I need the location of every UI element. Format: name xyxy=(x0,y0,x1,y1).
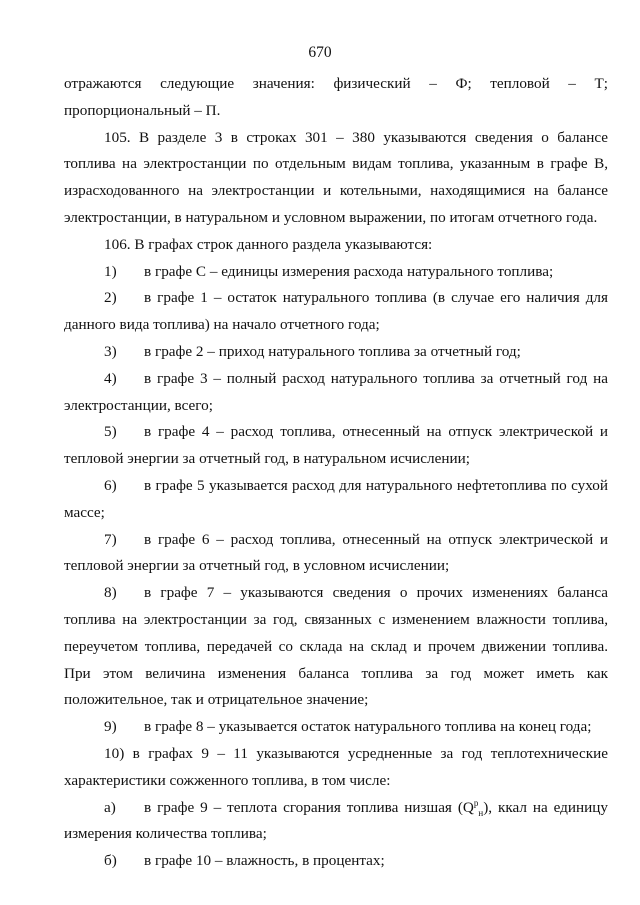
paragraph-10: 10) в графах 9 – 11 указываются усредненные за год теплотехнические характеристики сожженного топлива, в том числе: xyxy=(64,744,608,789)
superscript: р xyxy=(473,797,479,808)
sub-item-b xyxy=(64,848,608,875)
list-item xyxy=(64,473,608,527)
list-item-text: в графе 6 – расход топлива, отнесенный на отпуск электрической и тепловой энергии за отчетный год, в условном исчислении; xyxy=(64,530,608,575)
page-number: 670 xyxy=(308,44,332,61)
list-item xyxy=(64,366,608,420)
sub-item-text: в графе 10 – влажность, в процентах; xyxy=(144,852,385,870)
intro-line-1: отражаются следующие значения: физический – Ф; тепловой – Т; xyxy=(64,75,608,92)
list-item-text: в графе С – единицы измерения расхода натурального топлива; xyxy=(144,262,554,280)
sub-item-number: б) xyxy=(104,852,117,870)
list-item-number: 3) xyxy=(104,342,117,360)
list-item-text: в графе 7 – указываются сведения о прочих изменениях баланса топлива на электростанции за год, связанных с изменением влажности топлива, переучетом топлива, передачей со склада на склад и прочем движении топлива. При этом величина изменения баланса топлива за год может иметь как положительное, так и отрицательное значение; xyxy=(64,584,608,709)
document-body xyxy=(64,71,608,875)
list-item-text: в графе 3 – полный расход натурального топлива за отчетный год на электростанции, всего; xyxy=(64,369,608,414)
list-item-text: в графе 8 – указывается остаток натурального топлива на конец года; xyxy=(144,718,592,736)
list-item-text: в графе 4 – расход топлива, отнесенный на отпуск электрической и тепловой энергии за отчетный год, в натуральном исчислении; xyxy=(64,423,608,468)
sub-item-a xyxy=(64,795,608,849)
list-item xyxy=(64,339,608,366)
list-item-text: в графе 5 указывается расход для натурального нефтетоплива по сухой массе; xyxy=(64,476,608,521)
sub-item-number: а) xyxy=(104,798,116,816)
list-item-number: 8) xyxy=(104,584,117,602)
list-item-text: в графе 2 – приход натурального топлива за отчетный год; xyxy=(144,342,521,360)
list-item-number: 5) xyxy=(104,423,117,441)
paragraph-106: 106. В графах строк данного раздела указываются: xyxy=(104,235,433,253)
list-item-text: в графе 1 – остаток натурального топлива (в случае его наличия для данного вида топлива) на начало отчетного года; xyxy=(64,289,608,334)
sub-item-text-after: ), ккал на единицу измерения количества топлива; xyxy=(64,798,608,843)
list-item-number: 6) xyxy=(104,476,117,494)
list-item-number: 9) xyxy=(104,718,117,736)
list-item xyxy=(64,419,608,473)
subscript: н xyxy=(478,807,484,818)
list-item-number: 4) xyxy=(104,369,117,387)
list-item-number: 7) xyxy=(104,530,117,548)
intro-line-2: пропорциональный – П. xyxy=(64,101,221,119)
list-item xyxy=(64,580,608,714)
list-item xyxy=(64,285,608,339)
list-item-number: 1) xyxy=(104,262,117,280)
list-item xyxy=(64,714,608,741)
list-item xyxy=(64,259,608,286)
paragraph-105: 105. В разделе 3 в строках 301 – 380 указываются сведения о балансе топлива на электростанции по отдельным видам топлива, указанным в графе B, израсходованного на электростанции и котельными, находящимися на балансе электростанции, в натуральном и условном выражении, по итогам отчетного года. xyxy=(64,128,608,226)
list-item-number: 2) xyxy=(104,289,117,307)
list-item xyxy=(64,527,608,581)
sub-item-text-before: в графе 9 – теплота сгорания топлива низшая (Q xyxy=(144,798,474,816)
